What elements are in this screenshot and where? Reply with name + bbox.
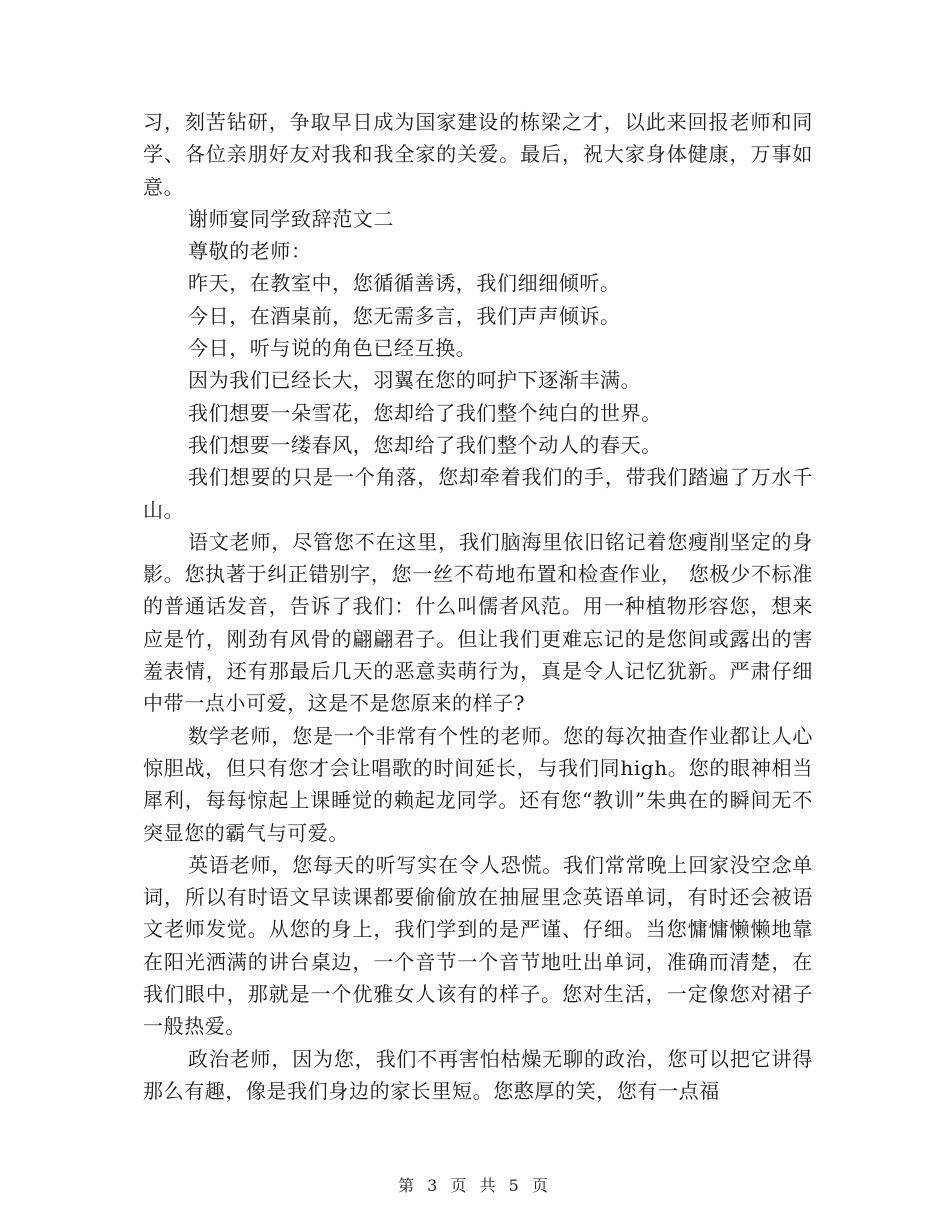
paragraph: 我们想要一朵雪花，您却给了我们整个纯白的世界。 — [188, 400, 662, 425]
salutation: 尊敬的老师： — [188, 239, 312, 264]
document-body — [143, 106, 813, 1107]
paragraph-politics-teacher: 政治老师，因为您，我们不再害怕枯燥无聊的政治，您可以把它讲得那么有趣，像是我们身边的家长里短。您憨厚的笑，您有一点福 — [143, 1046, 813, 1103]
page-footer: 第 3 页 共 5 页 — [398, 1176, 552, 1195]
paragraph: 因为我们已经长大，羽翼在您的呵护下逐渐丰满。 — [188, 368, 642, 393]
paragraph-math-teacher: 数学老师，您是一个非常有个性的老师。您的每次抽查作业都让人心惊胆战，但只有您才会让唱歌的时间延长，与我们同high。您的眼神相当犀利，每每惊起上课睡觉的赖起龙同学。还有您“教训”朱典在的瞬间无不突显您的霸气与可爱。 — [143, 723, 813, 845]
paragraph: 今日，在酒桌前，您无需多言，我们声声倾诉。 — [188, 303, 621, 328]
section-title: 谢师宴同学致辞范文二 — [188, 206, 394, 231]
paragraph: 今日，听与说的角色已经互换。 — [188, 336, 477, 361]
paragraph: 我们想要的只是一个角落，您却牵着我们的手，带我们踏遍了万水千山。 — [143, 465, 813, 522]
paragraph: 我们想要一缕春风，您却给了我们整个动人的春天。 — [188, 432, 662, 457]
paragraph: 习，刻苦钻研，争取早日成为国家建设的栋梁之才，以此来回报老师和同学、各位亲朋好友对我和我全家的关爱。最后，祝大家身体健康，万事如意。 — [143, 110, 813, 199]
paragraph-chinese-teacher: 语文老师，尽管您不在这里，我们脑海里依旧铭记着您瘦削坚定的身影。您执著于纠正错别字，您一丝不苟地布置和检查作业， 您极少不标准的普通话发音，告诉了我们：什么叫儒者风范。用一种植物形容您，想来应是竹，刚劲有风骨的翩翩君子。但让我们更难忘记的是您间或露出的害羞表情，还有那最后几天的恶意卖萌行为，真是令人记忆犹新。严肃仔细中带一点小可爱，这是不是您原来的样子? — [143, 529, 813, 716]
paragraph-english-teacher: 英语老师，您每天的听写实在令人恐慌。我们常常晚上回家没空念单词，所以有时语文早读课都要偷偷放在抽屉里念英语单词，有时还会被语文老师发觉。从您的身上，我们学到的是严谨、仔细。当您慵慵懒懒地靠在阳光洒满的讲台桌边，一个音节一个音节地吐出单词，准确而清楚，在我们眼中，那就是一个优雅女人该有的样子。您对生活，一定像您对裙子一般热爱。 — [143, 852, 813, 1039]
paragraph: 昨天，在教室中，您循循善诱，我们细细倾听。 — [188, 271, 621, 296]
